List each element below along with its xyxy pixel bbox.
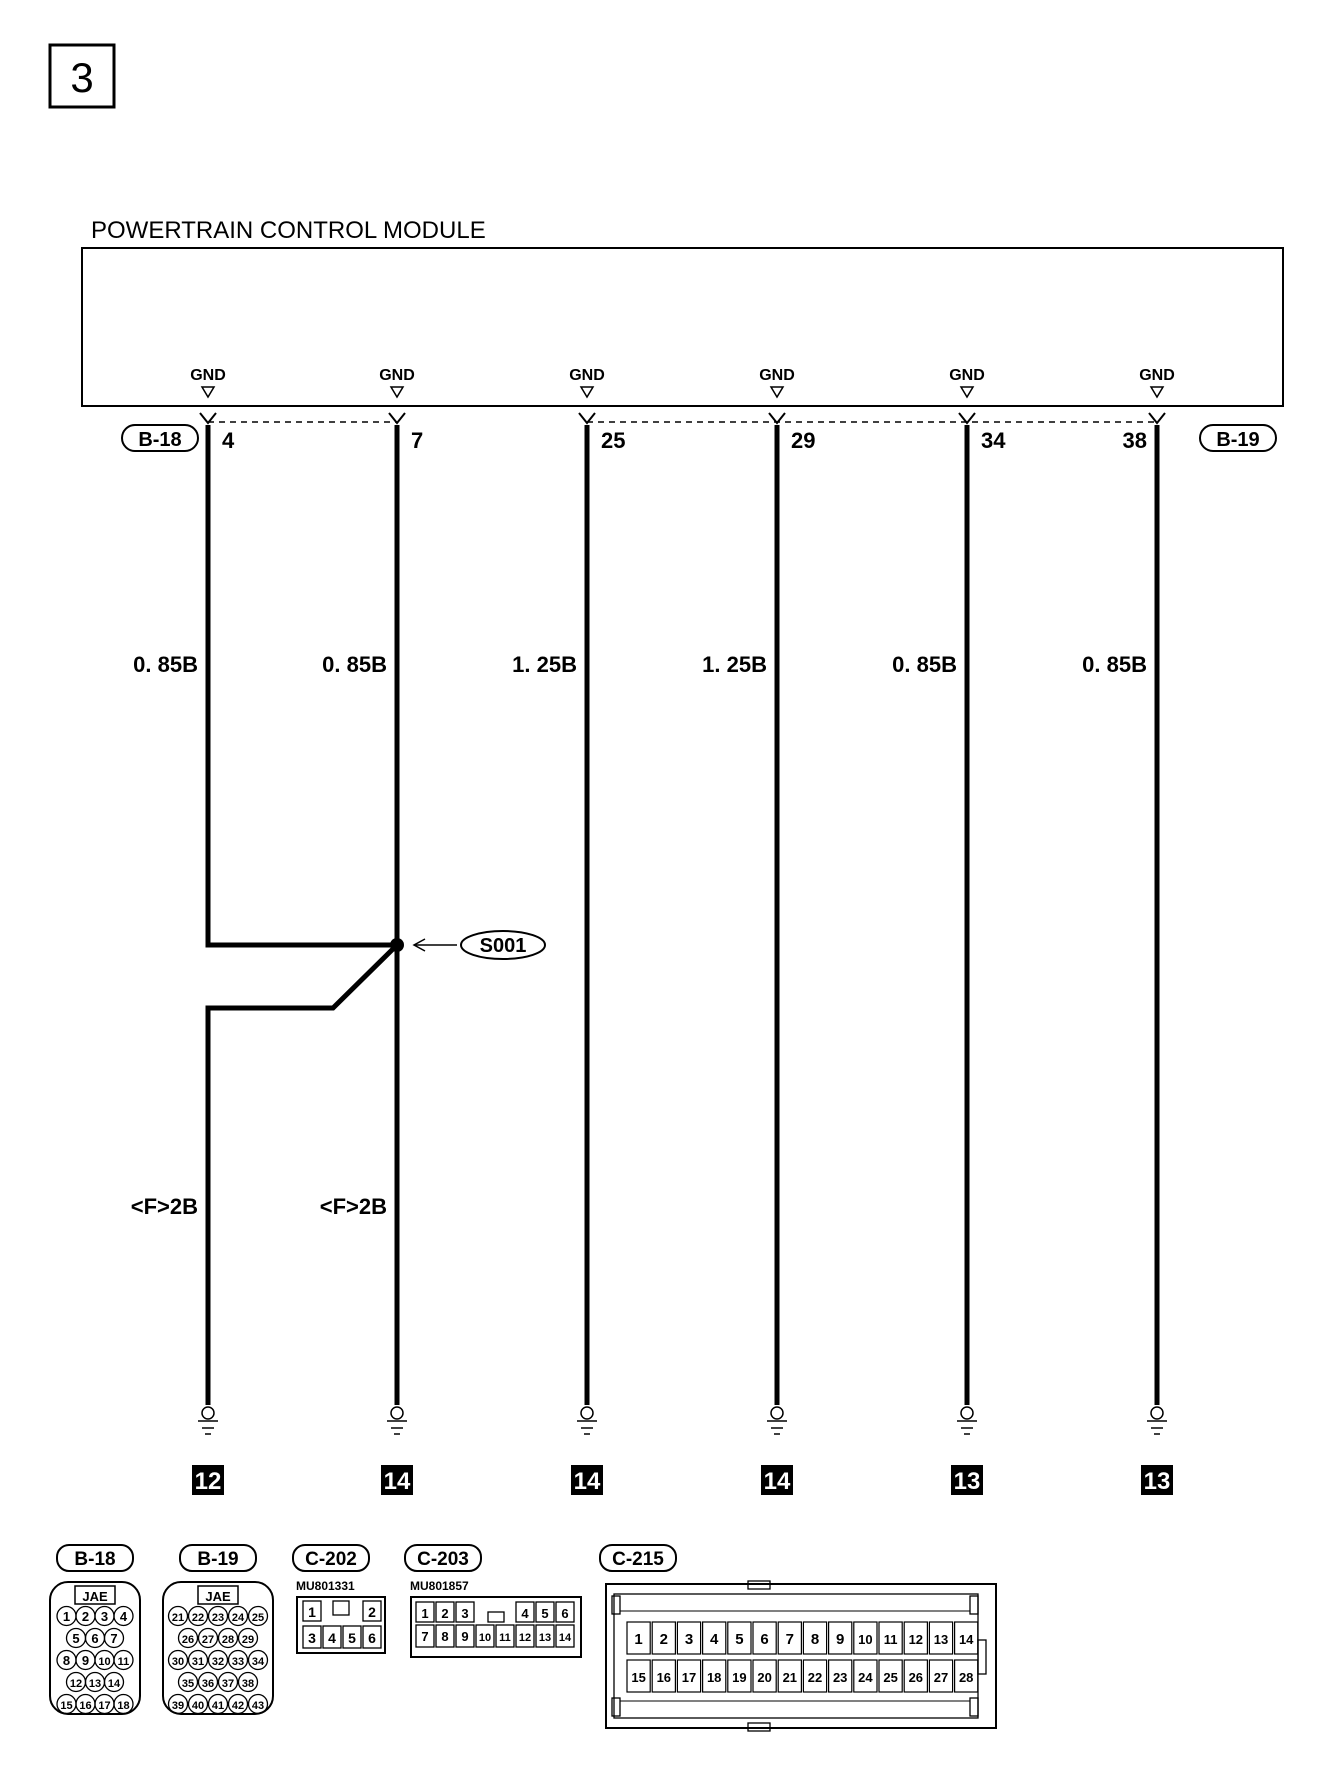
pin-label: 11 (499, 1632, 511, 1644)
pin-label: 29 (241, 1634, 255, 1646)
pin-label: 36 (201, 1678, 215, 1690)
connector-tag-label: B-19 (1216, 429, 1260, 451)
page-number: 3 (70, 54, 94, 101)
pin-label: 5 (348, 1630, 356, 1646)
connector-tag-label: B-18 (138, 429, 182, 451)
pin-label: 30 (171, 1656, 185, 1668)
ground-ref-number: 13 (1143, 1468, 1171, 1495)
pin-label: 8 (441, 1629, 449, 1644)
pin-label: 15 (631, 1670, 646, 1685)
pin-column-25 (512, 367, 625, 1495)
gnd-label: GND (949, 367, 985, 384)
pin-label: 5 (735, 1631, 744, 1648)
pin-label: 16 (656, 1670, 672, 1685)
pin-column-7 (320, 367, 424, 1495)
pin-number: 7 (411, 428, 424, 453)
connector-view-c-202 (293, 1545, 385, 1653)
pin-label: 43 (251, 1700, 265, 1712)
wire-spec: 0. 85B (133, 652, 198, 677)
wire-spec: 0. 85B (1082, 652, 1147, 677)
pin-label: 1 (62, 1609, 71, 1624)
pin-label: 11 (883, 1632, 898, 1647)
pin-label: 34 (251, 1656, 265, 1668)
pin-label: 16 (79, 1700, 92, 1712)
wire-spec: 0. 85B (322, 652, 387, 677)
ground-symbol-icon (577, 1407, 597, 1434)
pin-entry-mark (769, 413, 785, 423)
connector-id: C-202 (305, 1549, 357, 1570)
gnd-label: GND (1139, 367, 1175, 384)
pin-label: 4 (710, 1631, 719, 1648)
pin-column-38 (1082, 367, 1175, 1495)
pin-label: 22 (191, 1612, 205, 1624)
pin-label: 13 (933, 1632, 949, 1647)
pin-label: 4 (119, 1609, 128, 1624)
splice-branch-wire (208, 425, 397, 945)
wire-spec-lower: <F>2B (319, 1194, 387, 1219)
pin-label: 18 (706, 1670, 722, 1685)
pin-label: 24 (231, 1612, 245, 1624)
connector-id: C-215 (612, 1549, 664, 1570)
pin-label: 21 (782, 1670, 798, 1685)
pin-label: 2 (659, 1631, 668, 1648)
pin-label: 10 (98, 1656, 111, 1668)
ground-ref-badge (761, 1465, 793, 1495)
ground-ref-badge (1141, 1465, 1173, 1495)
gnd-triangle (961, 387, 973, 397)
pin-label: 8 (810, 1631, 820, 1648)
ground-ref-badge (192, 1465, 224, 1495)
pin-label: 12 (69, 1678, 83, 1690)
pin-label: 6 (561, 1606, 569, 1621)
pin-label: 12 (908, 1632, 924, 1647)
pin-label: 18 (117, 1700, 130, 1712)
pin-label: 26 (181, 1634, 195, 1646)
module-title: POWERTRAIN CONTROL MODULE (91, 217, 486, 244)
ground-ref-number: 14 (383, 1468, 411, 1495)
connector-views (50, 1545, 996, 1731)
pin-label: 14 (558, 1632, 572, 1644)
pin-label: 6 (760, 1631, 769, 1648)
pin-label: 10 (478, 1632, 492, 1644)
connector-id: C-203 (417, 1549, 469, 1570)
gnd-triangle (202, 387, 214, 397)
pin-label: 39 (171, 1700, 185, 1712)
pin-label: 1 (421, 1606, 429, 1621)
pin-label: 41 (211, 1700, 225, 1712)
pin-label: 37 (221, 1678, 235, 1690)
wire-spec: 0. 85B (892, 652, 957, 677)
pin-label: 38 (241, 1678, 255, 1690)
pin-label: 11 (117, 1656, 130, 1668)
connector-view-b-19 (163, 1545, 273, 1714)
pin-label: 5 (72, 1631, 80, 1646)
connector-brand: JAE (82, 1589, 108, 1604)
pin-label: 9 (836, 1631, 845, 1648)
pin-label: 40 (191, 1700, 205, 1712)
gnd-label: GND (379, 367, 415, 384)
pin-label: 20 (757, 1670, 772, 1685)
splice-label: S001 (479, 935, 527, 957)
pin-label: 31 (191, 1656, 205, 1668)
connector-id: B-18 (74, 1549, 116, 1570)
pin-label: 35 (181, 1678, 195, 1690)
pin-label: 28 (221, 1634, 235, 1646)
pin-label: 7 (110, 1631, 118, 1646)
pin-label: 3 (684, 1631, 694, 1648)
pin-label: 23 (211, 1612, 225, 1624)
ground-symbol-icon (387, 1407, 407, 1434)
pin-label: 8 (62, 1653, 71, 1668)
pin-label: 17 (681, 1670, 697, 1685)
module-box (82, 248, 1283, 406)
pin-label: 27 (201, 1634, 215, 1646)
pin-label: 3 (308, 1630, 316, 1646)
wire-spec: 1. 25B (702, 652, 767, 677)
pin-number: 4 (222, 428, 235, 453)
pin-label: 1 (308, 1604, 316, 1620)
pin-column-4 (131, 367, 235, 1495)
connector-id: B-19 (197, 1549, 239, 1570)
pin-label: 2 (368, 1604, 376, 1620)
pin-number: 38 (1122, 428, 1147, 453)
pin-label: 13 (538, 1632, 552, 1644)
pin-label: 42 (231, 1700, 245, 1712)
pin-label: 7 (785, 1631, 794, 1648)
pin-label: 17 (98, 1700, 111, 1712)
connector-tag-b19 (1200, 425, 1276, 451)
pin-label: 10 (858, 1632, 873, 1647)
connector-brand: JAE (205, 1589, 231, 1604)
gnd-label: GND (190, 367, 226, 384)
connector-tag-b18 (122, 425, 198, 451)
connector-view-c-203 (405, 1545, 581, 1657)
connector-view-b-18 (50, 1545, 140, 1714)
pin-label: 7 (421, 1629, 429, 1644)
gnd-triangle (1151, 387, 1163, 397)
pin-label: 28 (958, 1670, 974, 1685)
pin-label: 27 (933, 1670, 949, 1685)
gnd-label: GND (759, 367, 795, 384)
connector-view-c-215 (600, 1545, 996, 1731)
connector-part-number: MU801857 (410, 1579, 469, 1593)
pin-number: 34 (981, 428, 1006, 453)
gnd-triangle (391, 387, 403, 397)
pin-columns (131, 367, 1175, 1495)
pin-label: 14 (958, 1632, 974, 1647)
pin-label: 23 (832, 1670, 848, 1685)
pin-label: 14 (107, 1678, 121, 1690)
pin-label: 9 (461, 1629, 469, 1644)
ground-ref-badge (571, 1465, 603, 1495)
ground-ref-number: 14 (573, 1468, 601, 1495)
pin-label: 3 (100, 1609, 109, 1624)
splice-return-wire (208, 945, 397, 1405)
pin-label: 5 (541, 1606, 549, 1621)
pin-label: 32 (211, 1656, 225, 1668)
wire-spec-lower: <F>2B (130, 1194, 198, 1219)
ground-symbol-icon (1147, 1407, 1167, 1434)
pin-column-29 (702, 367, 815, 1495)
connector-part-number: MU801331 (296, 1579, 355, 1593)
pin-label: 1 (634, 1631, 643, 1648)
pin-label: 25 (883, 1670, 898, 1685)
pin-label: 21 (171, 1612, 185, 1624)
gnd-triangle (581, 387, 593, 397)
wire-spec: 1. 25B (512, 652, 577, 677)
ground-ref-number: 14 (763, 1468, 791, 1495)
pin-entry-mark (389, 413, 405, 423)
gnd-label: GND (569, 367, 605, 384)
splice-dot (390, 938, 404, 952)
pin-label: 26 (908, 1670, 924, 1685)
pin-number: 29 (791, 428, 816, 453)
pin-label: 3 (461, 1606, 469, 1621)
pin-label: 24 (858, 1670, 873, 1685)
ground-symbol-icon (957, 1407, 977, 1434)
ground-symbol-icon (198, 1407, 218, 1434)
pin-label: 13 (88, 1678, 102, 1690)
pin-label: 15 (60, 1700, 73, 1712)
ground-ref-number: 12 (194, 1468, 222, 1495)
pin-column-34 (892, 367, 1006, 1495)
pin-label: 33 (231, 1656, 245, 1668)
pin-label: 2 (81, 1609, 90, 1624)
ground-ref-badge (951, 1465, 983, 1495)
pin-label: 6 (91, 1631, 99, 1646)
pin-label: 22 (807, 1670, 823, 1685)
pin-label: 19 (732, 1670, 747, 1685)
pin-label: 25 (251, 1612, 265, 1624)
pin-number: 25 (601, 428, 626, 453)
ground-ref-badge (381, 1465, 413, 1495)
pin-label: 12 (518, 1632, 532, 1644)
pin-label: 9 (81, 1653, 90, 1668)
ground-symbol-icon (767, 1407, 787, 1434)
pin-label: 4 (521, 1606, 529, 1621)
pin-label: 2 (441, 1606, 449, 1621)
ground-ref-number: 13 (953, 1468, 981, 1495)
pin-label: 4 (328, 1630, 336, 1646)
gnd-triangle (771, 387, 783, 397)
pin-label: 6 (368, 1630, 376, 1646)
